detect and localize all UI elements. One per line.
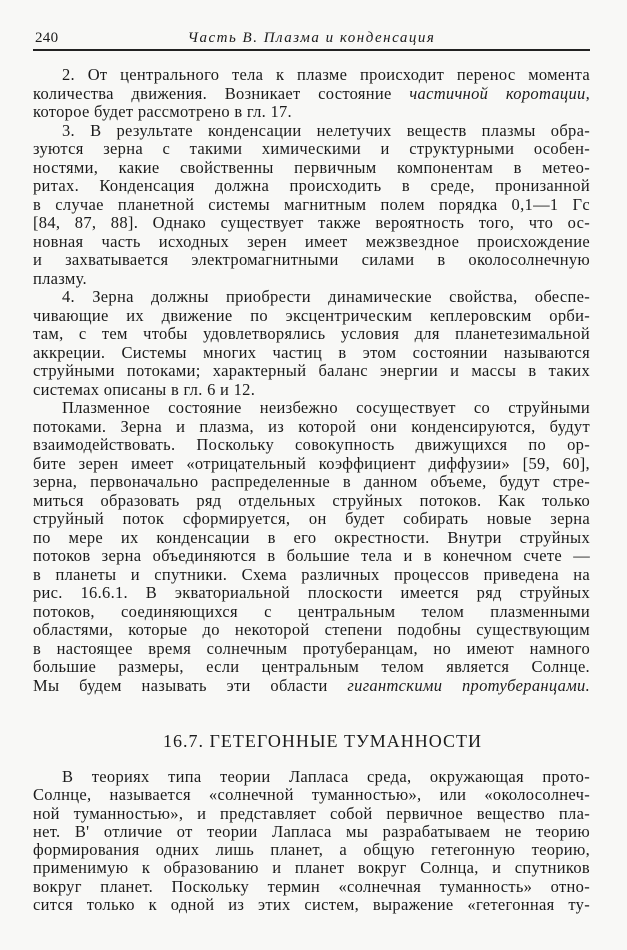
text-line: рис. 16.6.1. В экваториальной плоскости имеется ряд струйных xyxy=(33,583,590,602)
section-heading: 16.7. ГЕТЕГОННЫЕ ТУМАННОСТИ xyxy=(163,731,482,751)
paragraph xyxy=(33,122,590,289)
body-text xyxy=(33,66,590,695)
text-line: потоков зерна объединяются в большие тела и в конечном счете — xyxy=(33,546,590,565)
text-line: Солнце, называется «солнечной туманностью», или «околосолнеч- xyxy=(33,785,590,805)
running-title: Часть В. Плазма и конденсация xyxy=(187,30,436,46)
paragraph xyxy=(33,66,590,122)
text-line: зерна, первоначально распределенные в данном объеме, будут стре- xyxy=(33,472,590,491)
page-number: 240 xyxy=(35,30,59,46)
text-line: в случае планетной системы магнитным полем порядка 0,1—1 Гс xyxy=(33,194,590,214)
paragraph xyxy=(33,288,590,399)
page-header xyxy=(33,28,590,48)
text-line: [84, 87, 88]. Однако существует также вероятность того, что ос- xyxy=(33,213,590,232)
text-line: взаимодействовать. Поскольку совокупность движущихся по ор- xyxy=(33,435,590,454)
text-line: ритах. Конденсация должна происходить в среде, пронизанной xyxy=(33,176,590,195)
text-line: областями, которые до некоторой степени подобны существующим xyxy=(33,620,590,639)
text-line: в планеты и спутники. Схема различных процессов приведена на xyxy=(33,564,590,584)
text-line: 2. От центрального тела к плазме происходит перенос момента xyxy=(62,65,590,84)
text-line: ностями, какие свойственны первичным компонентам в метео- xyxy=(33,157,590,177)
text-segment: Мы будем называть эти области xyxy=(33,675,348,695)
text-line: по мере их конденсации в его окрестности. Внутри струйных xyxy=(33,527,590,547)
text-line: 4. Зерна должны приобрести динамические свойства, обеспе- xyxy=(62,287,590,306)
text-line: Плазменное состояние неизбежно сосуществует со струйными xyxy=(62,398,590,417)
text-line: потоков, соединяющихся с центральным телом плазменными xyxy=(33,601,590,621)
text-line: большие размеры, если центральным телом является Солнце. xyxy=(33,657,590,676)
text-line: новная часть исходных зерен имеет межзвездное происхождение xyxy=(33,231,590,251)
text-line: нет. В' отличие от теории Лапласа мы разрабатываем не теорию xyxy=(33,821,590,841)
text-line: В теориях типа теории Лапласа среда, окружающая прото- xyxy=(62,767,590,786)
text-line: в настоящее время солнечным протуберанцам, но имеют намного xyxy=(33,638,590,658)
text-line: струйный поток сформируется, он будет собирать новые зерна xyxy=(33,509,590,528)
text-line: сится только к одной из этих систем, выражение «гетегонная ту- xyxy=(33,895,590,915)
text-line: формирования одних лишь планет, а общую гетегонную теорию, xyxy=(33,840,590,860)
text-line: струйными потоками; характерный баланс энергии и массы в таких xyxy=(33,361,590,380)
text-line xyxy=(33,677,590,696)
text-segment: количества движения. Возникает состояние xyxy=(33,83,410,103)
italic-term: гигантскими протуберанцами. xyxy=(347,675,590,695)
text-line: аккреции. Системы многих частиц в этом состоянии называются xyxy=(33,342,590,362)
section-body-text xyxy=(33,768,590,914)
text-line: чивающие их движение по эксцентрическим кеплеровским орби- xyxy=(33,305,590,325)
text-line: применимую к образованию и планет вокруг Солнца, и спутников xyxy=(33,858,590,878)
text-line: миться образовать ряд отдельных струйных потоков. Как только xyxy=(33,490,590,510)
text-line xyxy=(33,85,590,104)
text-line: 3. В результате конденсации нелетучих веществ плазмы обра- xyxy=(62,120,590,140)
text-line: ной туманностью», и представляет собой первичное вещество пла- xyxy=(33,803,590,823)
text-line: и захватывается электромагнитными силами в околосолнечную xyxy=(33,250,590,269)
text-line: плазму. xyxy=(33,268,87,288)
header-rule xyxy=(33,49,590,51)
text-line: там, с тем чтобы удовлетворялись условия для планетезимальной xyxy=(33,324,590,343)
text-line: системах описаны в гл. 6 и 12. xyxy=(33,379,256,399)
text-line: вокруг планет. Поскольку термин «солнечная туманность» отно- xyxy=(33,876,590,896)
text-line: бите зерен имеет «отрицательный коэффициент диффузии» [59, 60], xyxy=(33,453,590,473)
italic-term: частичной коротации, xyxy=(409,83,590,103)
text-line: потоками. Зерна и плазма, из которой они конденсируются, будут xyxy=(33,416,590,436)
paragraph xyxy=(33,399,590,695)
text-line: которое будет рассмотрено в гл. 17. xyxy=(33,102,292,121)
text-line: зуются зерна с такими химическими и структурными особен- xyxy=(33,139,590,158)
paragraph xyxy=(33,768,590,914)
